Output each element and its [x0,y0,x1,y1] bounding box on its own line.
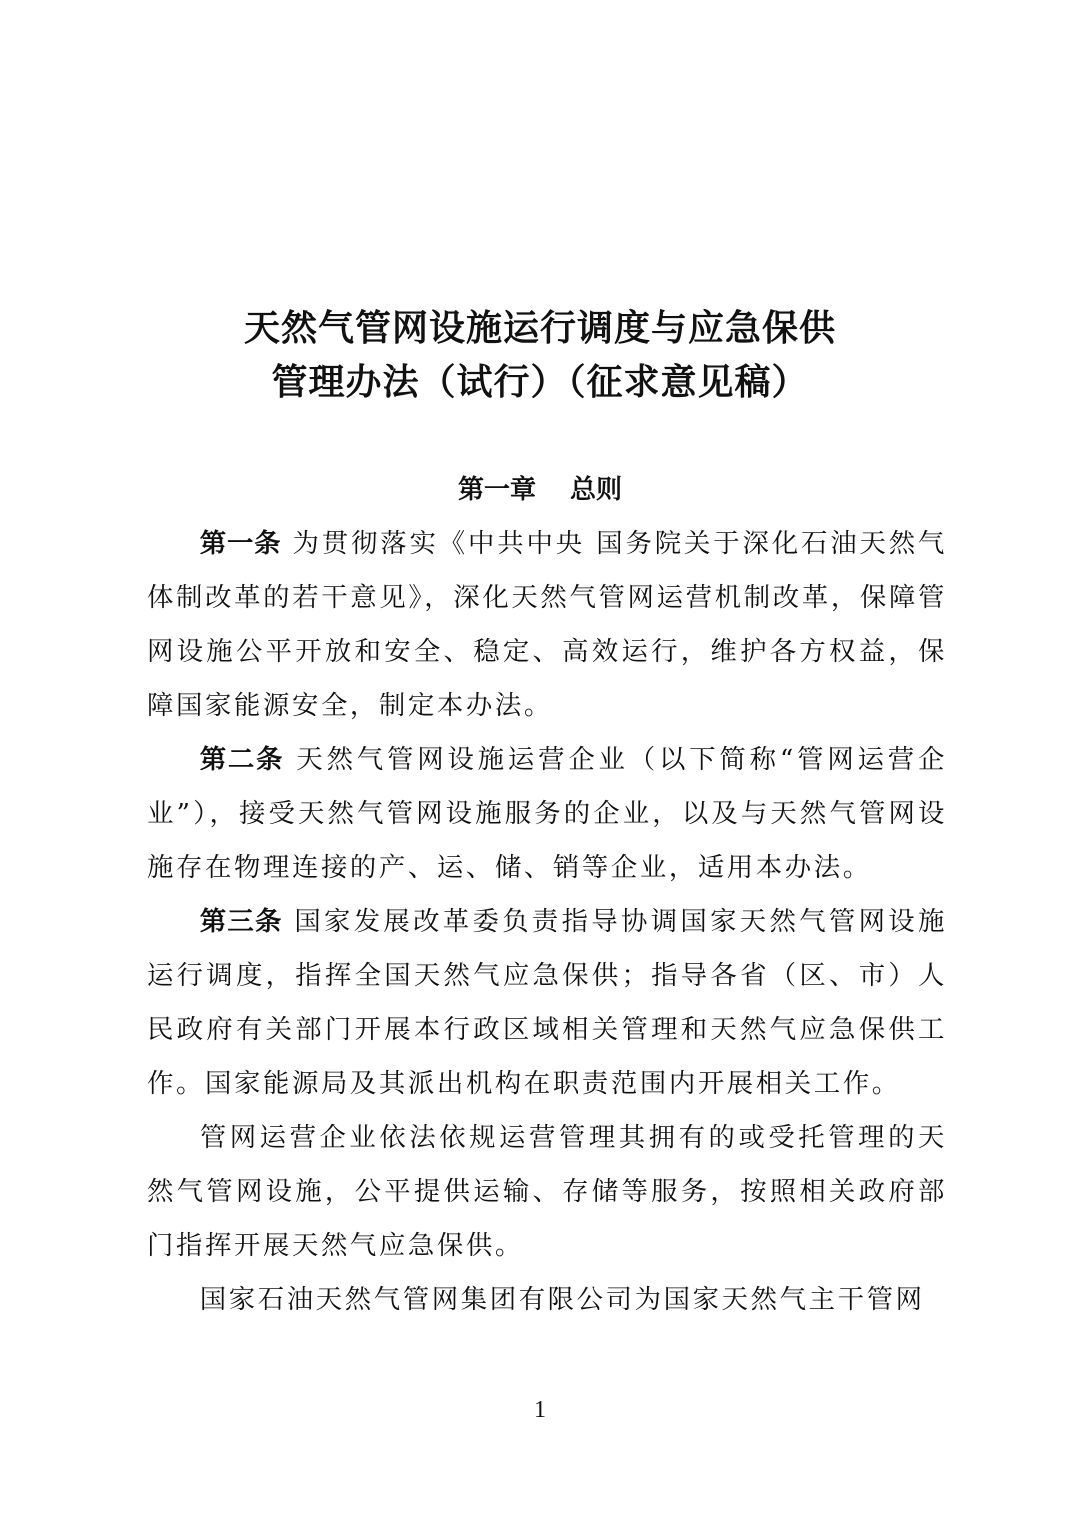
chapter-heading [0,470,1080,510]
article-heading: 第二条 [199,744,285,775]
paragraph-text: 国家石油天然气管网集团有限公司为国家天然气主干管网 [199,1284,925,1315]
paragraph-text: 管网运营企业依法依规运营管理其拥有的或受托管理的天然气管网设施，公平提供运输、存储等服务，按照相关政府部门指挥开展天然气应急保供。 [147,1122,947,1261]
document-title-line-1: 天然气管网设施运行调度与应急保供 [243,308,836,349]
paragraph [147,1111,947,1273]
article-text: 为贯彻落实《中共中央 国务院关于深化石油天然气体制改革的若干意见》，深化天然气管网运营机制改革，保障管网设施公平开放和安全、稳定、高效运行，维护各方权益，保障国家能源安全，制定本办法。 [147,528,947,721]
article-spacer [281,528,292,559]
document-body [147,517,947,1327]
chapter-name: 总则 [570,475,623,505]
article-1 [147,517,947,733]
paragraph [147,1273,947,1327]
page-number: 1 [534,1397,546,1423]
chapter-number: 第一章 [457,475,536,505]
article-2 [147,733,947,895]
article-spacer [284,744,296,775]
document-title-line-2: 管理办法（试行）（征求意见稿） [271,362,809,403]
article-heading: 第一条 [199,528,282,559]
article-heading: 第三条 [199,906,283,937]
article-text: 国家发展改革委负责指导协调国家天然气管网设施运行调度，指挥全国天然气应急保供；指导各省（区、市）人民政府有关部门开展本行政区域相关管理和天然气应急保供工作。国家能源局及其派出机构在职责范围内开展相关工作。 [147,906,948,1099]
article-text: 天然气管网设施运营企业（以下简称“管网运营企业”），接受天然气管网设施服务的企业，以及与天然气管网设施存在物理连接的产、运、储、销等企业，适用本办法。 [147,744,947,883]
article-3 [147,895,947,1111]
article-spacer [283,906,295,937]
